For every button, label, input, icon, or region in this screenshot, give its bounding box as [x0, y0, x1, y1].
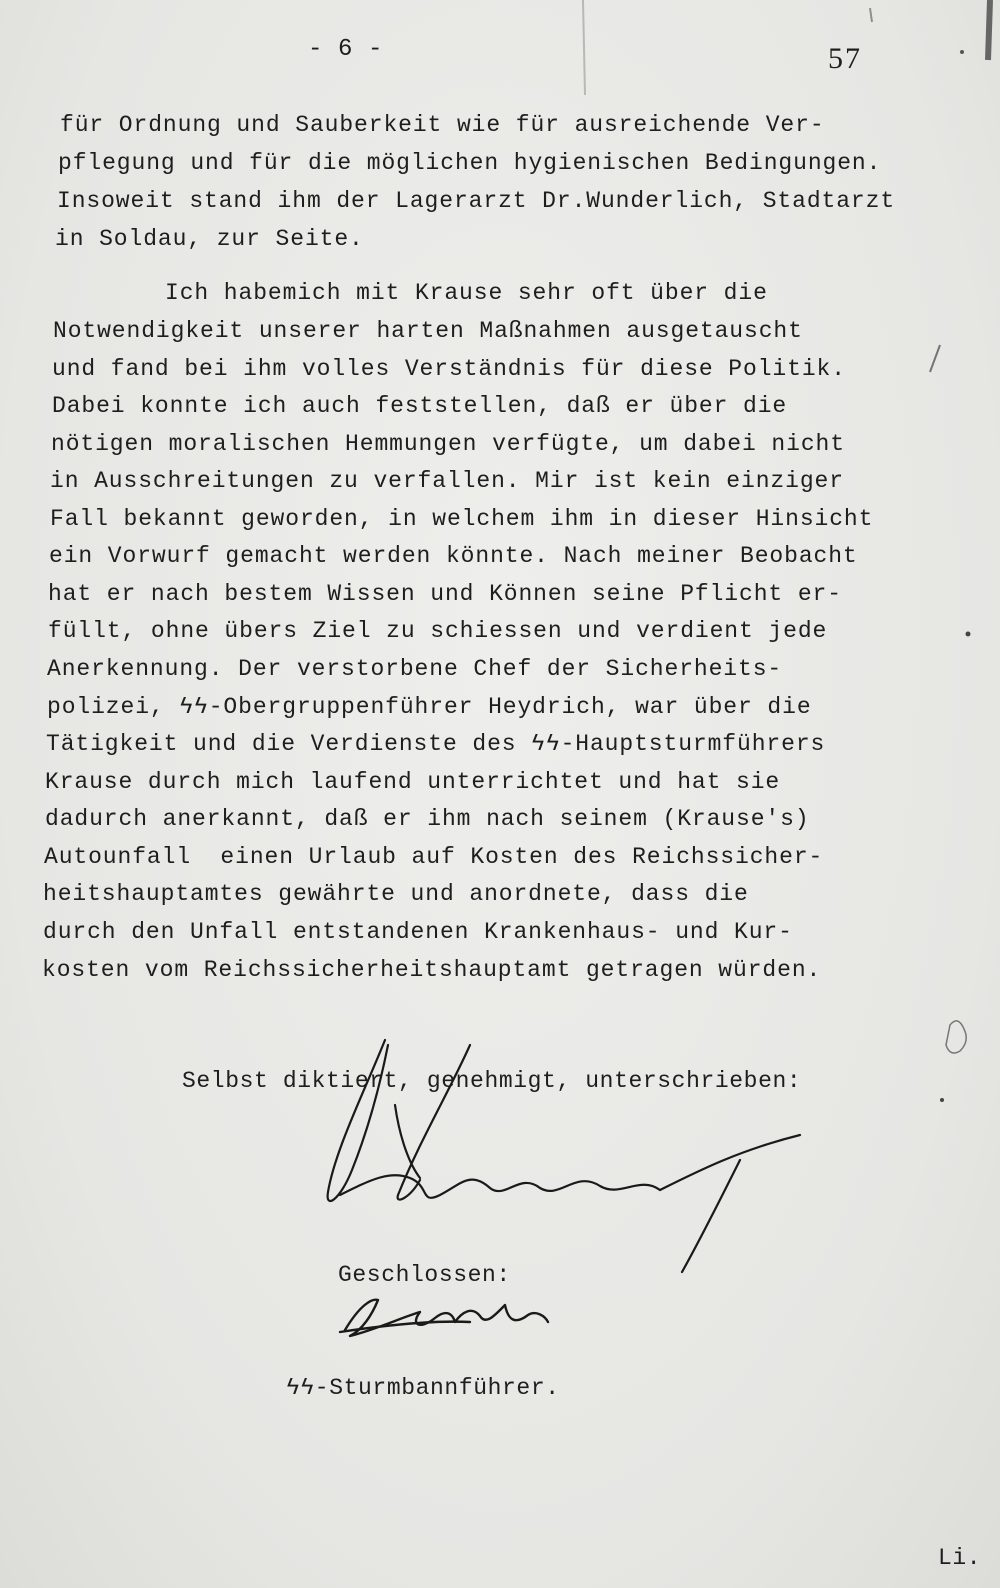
paragraph1-line: Insoweit stand ihm der Lagerarzt Dr.Wunderlich, Stadtarzt	[57, 188, 896, 214]
paragraph2-line: dadurch anerkannt, daß er ihm nach seinem (Krause's)	[45, 806, 810, 832]
paragraph2-line: nötigen moralischen Hemmungen verfügte, um dabei nicht	[51, 431, 845, 457]
paragraph2-line: und fand bei ihm volles Verständnis für diese Politik.	[52, 356, 846, 382]
paragraph2-line: Krause durch mich laufend unterrichtet und hat sie	[45, 769, 781, 795]
typist-initials: Li.	[938, 1545, 982, 1571]
paragraph1-line: pflegung und für die möglichen hygienischen Bedingungen.	[58, 150, 882, 176]
paragraph2-line: Fall bekannt geworden, in welchem ihm in dieser Hinsicht	[50, 506, 874, 532]
paragraph2-line: kosten vom Reichssicherheitshauptamt getragen würden.	[42, 957, 822, 983]
paragraph2-line: Dabei konnte ich auch feststellen, daß er über die	[52, 393, 788, 419]
paragraph2-line: Notwendigkeit unserer harten Maßnahmen ausgetauscht	[53, 318, 803, 344]
paragraph2-line: Tätigkeit und die Verdienste des ϟϟ-Hauptsturmführers	[46, 731, 826, 757]
paragraph2-line: füllt, ohne übers Ziel zu schiessen und verdient jede	[48, 618, 828, 644]
paragraph2-line: Ich habemich mit Krause sehr oft über die	[165, 280, 768, 306]
paragraph1-line: für Ordnung und Sauberkeit wie für ausreichende Ver-	[60, 112, 825, 138]
paragraph2-line: polizei, ϟϟ-Obergruppenführer Heydrich, war über die	[47, 694, 812, 720]
page-number: - 6 -	[308, 36, 384, 63]
paragraph2-line: durch den Unfall entstandenen Krankenhaus- und Kur-	[43, 919, 793, 945]
paragraph1-line: in Soldau, zur Seite.	[55, 226, 364, 252]
rank-label: ϟϟ-Sturmbannführer.	[286, 1375, 560, 1401]
paragraph2-line: Autounfall einen Urlaub auf Kosten des Reichssicher-	[44, 844, 824, 870]
closed-by-label: Geschlossen:	[338, 1262, 511, 1288]
closing-statement: Selbst diktiert, genehmigt, unterschrieben:	[182, 1068, 802, 1094]
paragraph2-line: ein Vorwurf gemacht werden könnte. Nach meiner Beobacht	[49, 543, 858, 569]
paragraph2-line: Anerkennung. Der verstorbene Chef der Sicherheits-	[47, 656, 783, 682]
paragraph2-line: hat er nach bestem Wissen und Können seine Pflicht er-	[48, 581, 842, 607]
folio-number: 57	[828, 42, 862, 75]
paragraph2-line: heitshauptamtes gewährte und anordnete, dass die	[43, 881, 749, 907]
paragraph2-line: in Ausschreitungen zu verfallen. Mir ist kein einziger	[50, 468, 844, 494]
